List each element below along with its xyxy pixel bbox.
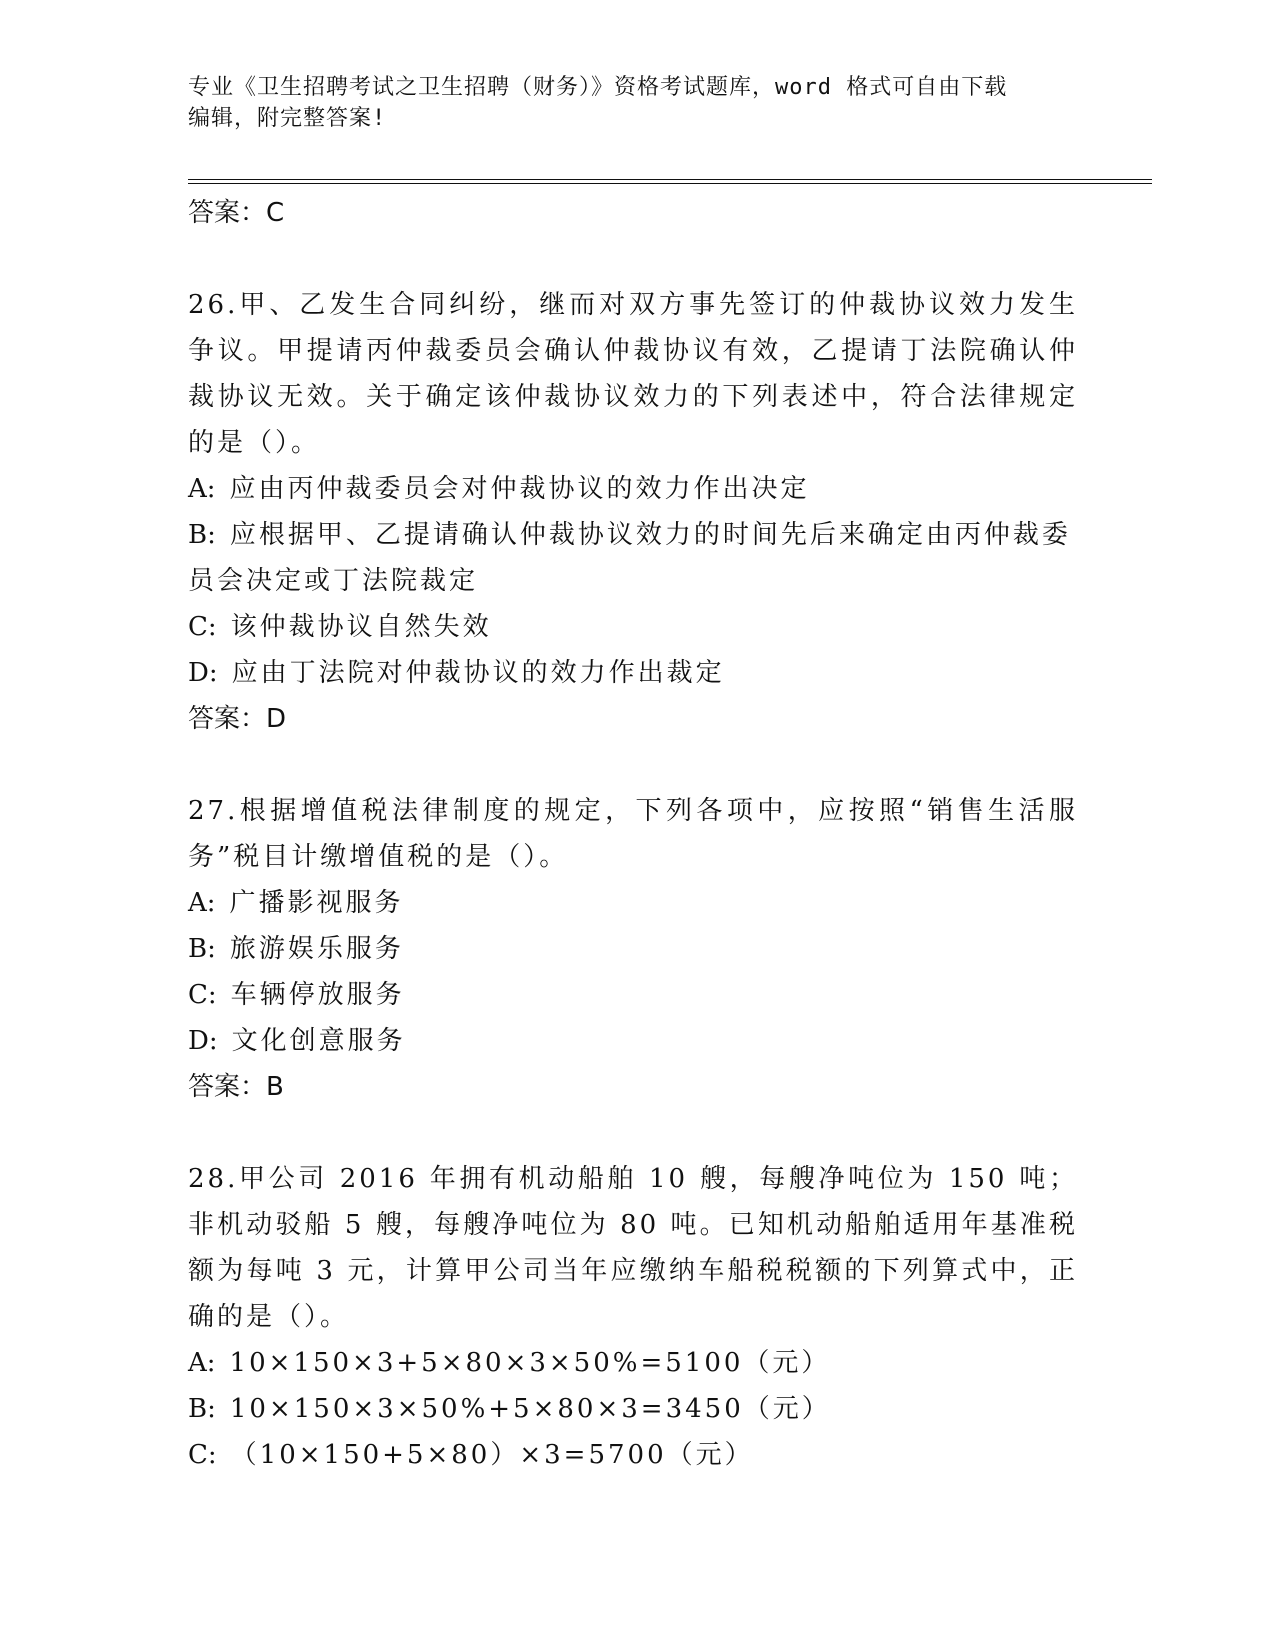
option-c xyxy=(188,1432,1078,1478)
option-label: D: xyxy=(188,1026,218,1056)
option-text: 旅游娱乐服务 xyxy=(229,934,404,964)
answer-prefix: 答案： xyxy=(188,704,267,734)
option-label: C: xyxy=(188,612,217,642)
header-rule-bottom xyxy=(188,183,1152,184)
option-c xyxy=(188,972,1078,1018)
answer-value: C xyxy=(266,198,285,228)
option-text: 应由丁法院对仲裁协议的效力作出裁定 xyxy=(231,658,725,688)
option-label: B: xyxy=(188,1394,216,1424)
answer-value: D xyxy=(266,704,287,734)
option-a xyxy=(188,466,1078,512)
spacer xyxy=(188,742,1078,788)
option-label: B: xyxy=(188,934,216,964)
option-text: 文化创意服务 xyxy=(231,1026,406,1056)
option-label: C: xyxy=(188,980,217,1010)
question-27 xyxy=(188,788,1078,1110)
answer-26 xyxy=(188,696,1078,742)
option-text: 该仲裁协议自然失效 xyxy=(230,612,492,642)
option-label: A: xyxy=(188,1348,216,1378)
question-28 xyxy=(188,1156,1078,1478)
option-a xyxy=(188,880,1078,926)
header-line-2: 编辑，附完整答案! xyxy=(188,106,387,131)
option-text: 10×150×3×50%+5×80×3=3450（元） xyxy=(229,1394,831,1424)
option-b xyxy=(188,926,1078,972)
option-d xyxy=(188,1018,1078,1064)
answer-prefix: 答案： xyxy=(188,1072,267,1102)
answer-prefix: 答案： xyxy=(188,198,267,228)
option-a xyxy=(188,1340,1078,1386)
spacer xyxy=(188,1110,1078,1156)
answer-value: B xyxy=(266,1072,284,1102)
option-text: 车辆停放服务 xyxy=(230,980,405,1010)
answer-27 xyxy=(188,1064,1078,1110)
option-text: 应由丙仲裁委员会对仲裁协议的效力作出决定 xyxy=(229,474,810,504)
spacer xyxy=(188,236,1078,282)
option-b xyxy=(188,512,1078,604)
option-label: D: xyxy=(188,658,218,688)
option-text: 应根据甲、乙提请确认仲裁协议效力的时间先后来确定由丙仲裁委员会决定或丁法院裁定 xyxy=(188,520,1071,596)
option-text: 广播影视服务 xyxy=(229,888,404,918)
question-text: 27.根据增值税法律制度的规定，下列各项中，应按照“销售生活服务”税目计缴增值税的是（）。 xyxy=(188,796,1078,872)
header-line-1: 专业《卫生招聘考试之卫生招聘（财务）》资格考试题库，word 格式可自由下载 xyxy=(188,75,1008,100)
option-label: B: xyxy=(188,520,216,550)
page-header xyxy=(188,72,1068,134)
question-text: 28.甲公司 2016 年拥有机动船舶 10 艘，每艘净吨位为 150 吨；非机动驳船 5 艘，每艘净吨位为 80 吨。已知机动船舶适用年基准税额为每吨 3 元，计算甲公司当年应缴纳车船税税额的下列算式中，正确的是（）。 xyxy=(188,1164,1078,1332)
option-label: C: xyxy=(188,1440,217,1470)
option-b xyxy=(188,1386,1078,1432)
option-text: 10×150×3+5×80×3×50%=5100（元） xyxy=(229,1348,831,1378)
question-text: 26.甲、乙发生合同纠纷，继而对双方事先签订的仲裁协议效力发生争议。甲提请丙仲裁委员会确认仲裁协议有效，乙提请丁法院确认仲裁协议无效。关于确定该仲裁协议效力的下列表述中，符合法律规定的是（）。 xyxy=(188,290,1078,458)
option-label: A: xyxy=(188,888,216,918)
option-c xyxy=(188,604,1078,650)
option-text: （10×150+5×80）×3=5700（元） xyxy=(230,1440,754,1470)
question-26 xyxy=(188,282,1078,742)
option-d xyxy=(188,650,1078,696)
option-label: A: xyxy=(188,474,216,504)
answer-prev xyxy=(188,190,1078,236)
header-rule-top xyxy=(188,179,1152,180)
page-content xyxy=(188,190,1078,1478)
